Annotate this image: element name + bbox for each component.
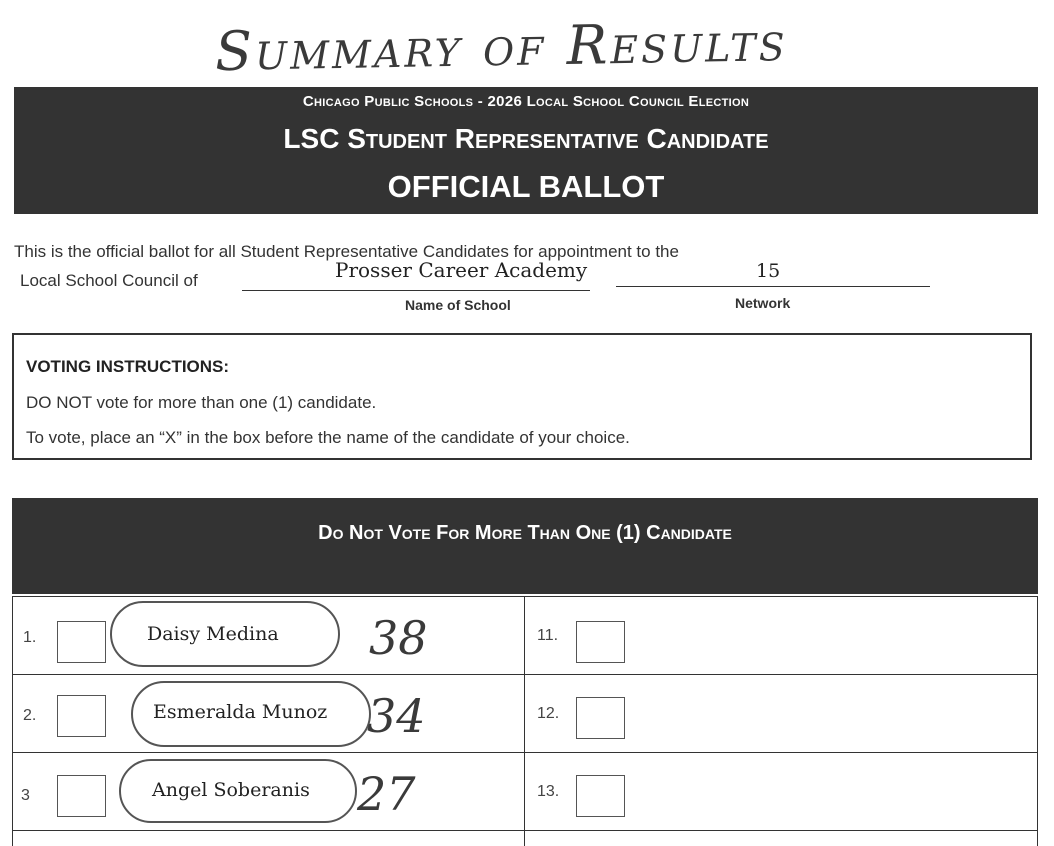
candidate-number: 13. xyxy=(537,783,560,800)
vote-checkbox[interactable] xyxy=(57,695,106,737)
ballot-title: OFFICIAL BALLOT xyxy=(387,169,665,204)
vote-limit-label: Do Not Vote For More Than One (1) Candidate xyxy=(318,522,732,544)
instructions-heading: VOTING INSTRUCTIONS: xyxy=(26,357,230,376)
ballot-header xyxy=(14,87,1038,214)
instruction-rule: To vote, place an “X” in the box before the name of the candidate of your choice. xyxy=(26,428,630,447)
vote-tally: 34 xyxy=(367,689,426,743)
vote-checkbox[interactable] xyxy=(576,621,625,663)
network-value: 15 xyxy=(756,260,781,282)
vote-tally: 27 xyxy=(357,767,416,821)
school-caption: Name of School xyxy=(405,297,511,313)
voting-instructions xyxy=(12,333,1032,460)
school-name-underline xyxy=(242,290,590,291)
vote-checkbox[interactable] xyxy=(576,775,625,817)
candidate-name: Daisy Medina xyxy=(147,623,279,645)
vote-checkbox[interactable] xyxy=(57,621,106,663)
candidate-number: 12. xyxy=(537,705,560,722)
vote-tally: 38 xyxy=(369,611,428,665)
candidate-name: Angel Soberanis xyxy=(152,779,310,801)
candidate-row xyxy=(13,675,1037,753)
candidate-number: 11. xyxy=(537,627,559,644)
election-name: Chicago Public Schools - 2026 Local School Council Election xyxy=(302,93,750,110)
candidate-number: 3 xyxy=(21,787,30,804)
candidate-row xyxy=(13,597,1037,675)
vote-checkbox[interactable] xyxy=(576,697,625,739)
instruction-rule: DO NOT vote for more than one (1) candidate. xyxy=(26,393,377,412)
handwritten-title: Summary of Results xyxy=(214,10,789,84)
ballot-subtitle: LSC Student Representative Candidate xyxy=(283,123,769,154)
candidate-row xyxy=(13,753,1037,831)
candidate-grid xyxy=(12,596,1038,846)
school-name-value: Prosser Career Academy xyxy=(335,258,588,282)
network-caption: Network xyxy=(735,295,791,311)
vote-limit-header xyxy=(12,498,1038,594)
candidate-name: Esmeralda Munoz xyxy=(153,701,328,723)
candidate-number: 1. xyxy=(23,629,37,646)
intro-text: This is the official ballot for all Student Representative Candidates for appointment to the xyxy=(14,242,679,261)
intro-council-label: Local School Council of xyxy=(20,271,198,290)
vote-checkbox[interactable] xyxy=(57,775,106,817)
candidate-number: 2. xyxy=(23,707,37,724)
network-underline xyxy=(616,286,930,287)
